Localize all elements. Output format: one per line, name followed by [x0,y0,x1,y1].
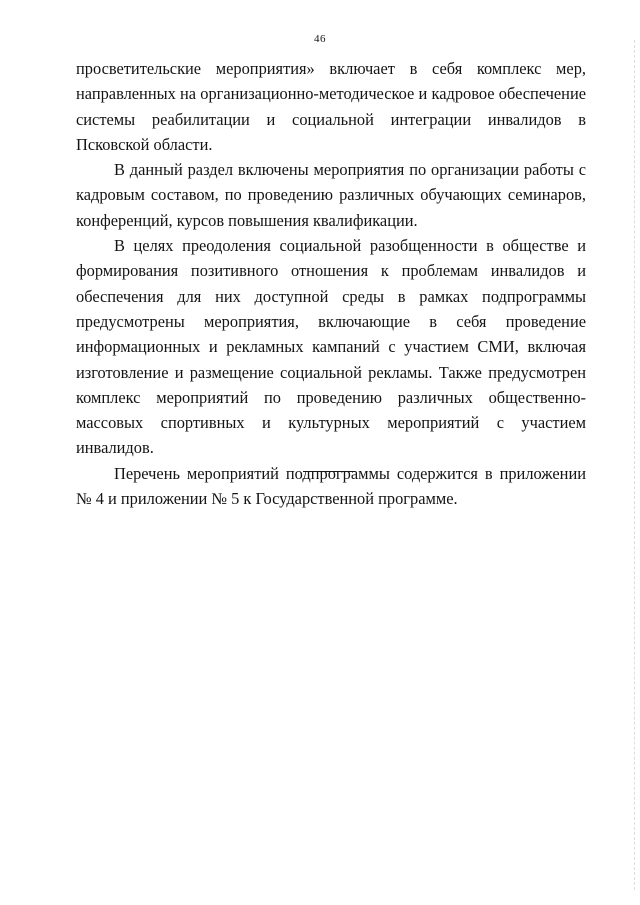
document-body [76,56,586,511]
paragraph-4: Перечень мероприятий подпрограммы содержится в приложении № 4 и приложении № 5 к Государственной программе. [76,463,586,509]
paragraph-3: В целях преодоления социальной разобщенности в обществе и формирования позитивного отношения к проблемам инвалидов и обеспечения для них доступной среды в рамках подпрограммы предусмотрены мероприятия, включающие в себя проведение информационных и рекламных кампаний с участием СМИ, включая изготовление и размещение социальной рекламы. Также предусмотрен комплекс мероприятий по проведению различных общественно-массовых спортивных и культурных мероприятий с участием инвалидов. [76,236,586,458]
page-number: 46 [314,33,326,45]
paragraph-2: В данный раздел включены мероприятия по организации работы с кадровым составом, по проведению различных обучающих семинаров, конференций, курсов повышения квалификации. [76,160,586,230]
end-of-section-rule [303,471,355,472]
scan-edge-line [634,40,635,890]
paragraph-1: просветительские мероприятия» включает в себя комплекс мер, направленных на организационно-методическое и кадровое обеспечение системы реабилитации и социальной интеграции инвалидов в Псковской области. [76,59,586,154]
